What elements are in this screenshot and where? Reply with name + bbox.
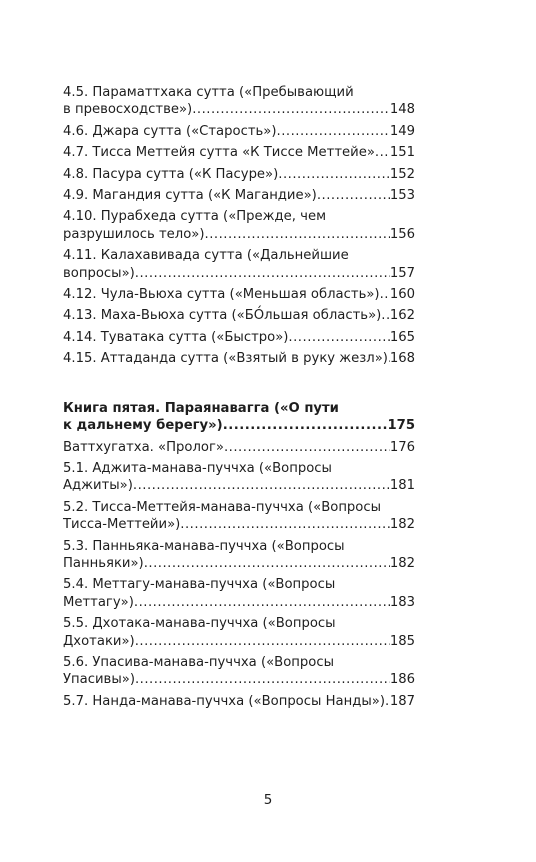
toc-entry-title: 4.9. Магандия сутта («К Магандие»)	[63, 188, 317, 204]
toc-entry-line: 5.2. Тисса-Меттейя-манава-пуччха («Вопросы	[63, 499, 382, 515]
toc-entry-page: 181	[389, 478, 415, 494]
toc-entry[interactable]	[63, 329, 415, 346]
dot-leader	[375, 144, 390, 161]
toc-entry-title: к дальнему берегу»)	[63, 418, 223, 434]
toc-entry-last-line	[63, 226, 415, 243]
toc-entry-title: разрушилось тело»)	[63, 226, 205, 242]
toc-entry-title: 4.7. Тисса Меттейя сутта «К Тиссе Меттейе»	[63, 145, 375, 161]
toc-entry-line: 5.6. Упасива-манава-пуччха («Вопросы	[63, 654, 335, 670]
toc-group-book4	[63, 84, 415, 368]
dot-leader	[144, 555, 390, 572]
toc-entry[interactable]	[63, 208, 415, 243]
dot-leader	[135, 265, 390, 282]
toc-entry[interactable]	[63, 693, 415, 710]
toc-entry-last-line	[63, 144, 415, 161]
toc-entry-last-line	[63, 166, 415, 183]
toc-entry[interactable]	[63, 654, 415, 689]
dot-leader	[205, 226, 390, 243]
toc-entry-page: 182	[389, 517, 415, 533]
toc-entry-last-line	[63, 693, 415, 710]
toc-entry[interactable]	[63, 350, 415, 367]
toc-entry[interactable]	[63, 286, 415, 303]
dot-leader	[277, 123, 390, 140]
table-of-contents	[63, 84, 415, 714]
toc-entry[interactable]	[63, 307, 415, 324]
toc-entry-page: 176	[389, 439, 415, 455]
toc-entry-last-line	[63, 101, 415, 118]
toc-entry-page: 187	[389, 693, 415, 709]
dot-leader	[380, 286, 390, 303]
toc-entry-title: Аджиты»)	[63, 478, 133, 494]
toc-entry-page: 152	[389, 166, 415, 182]
toc-entry-last-line	[63, 350, 415, 367]
toc-entry-last-line	[63, 123, 415, 140]
toc-entry-title: 4.6. Джара сутта («Старость»)	[63, 123, 277, 139]
toc-entry-page: 165	[389, 329, 415, 345]
toc-entry-book5-heading[interactable]	[63, 400, 415, 435]
dot-leader	[180, 516, 390, 533]
toc-entry-last-line	[63, 671, 415, 688]
dot-leader	[317, 187, 390, 204]
toc-entry-line: Книга пятая. Параянавагга («О пути	[63, 400, 339, 416]
toc-entry-last-line	[63, 633, 415, 650]
toc-entry-line: 4.10. Пурабхеда сутта («Прежде, чем	[63, 209, 327, 225]
toc-entry[interactable]	[63, 460, 415, 495]
dot-leader	[224, 439, 390, 456]
toc-entry[interactable]	[63, 538, 415, 573]
toc-entry-line: 5.1. Аджита-манава-пуччха («Вопросы	[63, 460, 332, 476]
toc-entry[interactable]	[63, 123, 415, 140]
toc-entry-page: 186	[389, 672, 415, 688]
toc-entry-page: 153	[389, 188, 415, 204]
dot-leader	[381, 307, 390, 324]
dot-leader	[278, 166, 390, 183]
toc-entry-last-line	[63, 439, 415, 456]
toc-entry-title: Меттагу»)	[63, 594, 134, 610]
dot-leader	[133, 477, 390, 494]
dot-leader	[135, 633, 390, 650]
toc-entry[interactable]	[63, 576, 415, 611]
toc-entry-page: 160	[389, 287, 415, 303]
toc-entry-page: 156	[389, 226, 415, 242]
toc-group-book5	[63, 439, 415, 711]
toc-entry-last-line	[63, 329, 415, 346]
toc-entry[interactable]	[63, 144, 415, 161]
section-spacer	[63, 372, 415, 400]
toc-entry-last-line	[63, 516, 415, 533]
dot-leader	[192, 101, 390, 118]
toc-entry-title: Панньяки»)	[63, 555, 144, 571]
toc-entry[interactable]	[63, 166, 415, 183]
toc-entry-last-line	[63, 187, 415, 204]
toc-entry-title: Дхотаки»)	[63, 633, 135, 649]
toc-entry[interactable]	[63, 84, 415, 119]
toc-entry-last-line	[63, 594, 415, 611]
toc-entry-line: 5.4. Меттагу-манава-пуччха («Вопросы	[63, 577, 336, 593]
toc-entry-last-line	[63, 286, 415, 303]
toc-entry-title: вопросы»)	[63, 265, 135, 281]
toc-entry-page: 148	[389, 102, 415, 118]
toc-entry-title: 5.7. Нанда-манава-пуччха («Вопросы Нанды»)	[63, 693, 385, 709]
toc-entry[interactable]	[63, 439, 415, 456]
dot-leader	[223, 417, 388, 434]
toc-entry-last-line	[63, 477, 415, 494]
toc-entry-title: 4.12. Чула-Вьюха сутта («Меньшая область»)	[63, 287, 380, 303]
toc-entry-page: 168	[389, 351, 415, 367]
toc-entry-line: 5.5. Дхотака-манава-пуччха («Вопросы	[63, 616, 336, 632]
toc-entry-title: 4.13. Маха-Вьюха сутта («БО́льшая область»)	[63, 308, 382, 324]
toc-entry-line: 4.11. Калахавивада сутта («Дальнейшие	[63, 248, 349, 264]
toc-entry-last-line	[63, 555, 415, 572]
toc-entry[interactable]	[63, 615, 415, 650]
toc-entry[interactable]	[63, 247, 415, 282]
toc-entry[interactable]	[63, 499, 415, 534]
toc-entry-page: 183	[389, 594, 415, 610]
dot-leader	[288, 329, 389, 346]
toc-entry-page: 157	[389, 265, 415, 281]
toc-entry-page: 182	[389, 555, 415, 571]
toc-entry-line: 4.5. Параматтхака сутта («Пребывающий	[63, 85, 354, 100]
toc-entry-page: 162	[389, 308, 415, 324]
toc-entry[interactable]	[63, 187, 415, 204]
dot-leader	[134, 594, 390, 611]
dot-leader	[135, 671, 390, 688]
toc-entry-title: Ваттхугатха. «Пролог»	[63, 439, 224, 455]
toc-entry-title: 4.14. Туватака сутта («Быстро»)	[63, 329, 289, 345]
toc-entry-last-line	[63, 307, 415, 324]
toc-entry-page: 149	[389, 123, 415, 139]
toc-entry-title: 4.8. Пасура сутта («К Пасуре»)	[63, 166, 279, 182]
toc-entry-page: 185	[389, 633, 415, 649]
toc-entry-title: в превосходстве»)	[63, 102, 193, 118]
page-number: 5	[263, 792, 273, 808]
toc-entry-last-line	[63, 265, 415, 282]
toc-entry-title: 4.15. Аттаданда сутта («Взятый в руку жезл»)	[63, 351, 388, 367]
toc-entry-title: Упасивы»)	[63, 672, 135, 688]
toc-entry-title: Тисса-Меттейи»)	[63, 517, 181, 533]
toc-entry-line: 5.3. Панньяка-манава-пуччха («Вопросы	[63, 538, 345, 554]
toc-entry-page: 151	[389, 145, 415, 161]
toc-entry-page: 175	[387, 418, 415, 434]
toc-entry-last-line	[63, 417, 415, 434]
